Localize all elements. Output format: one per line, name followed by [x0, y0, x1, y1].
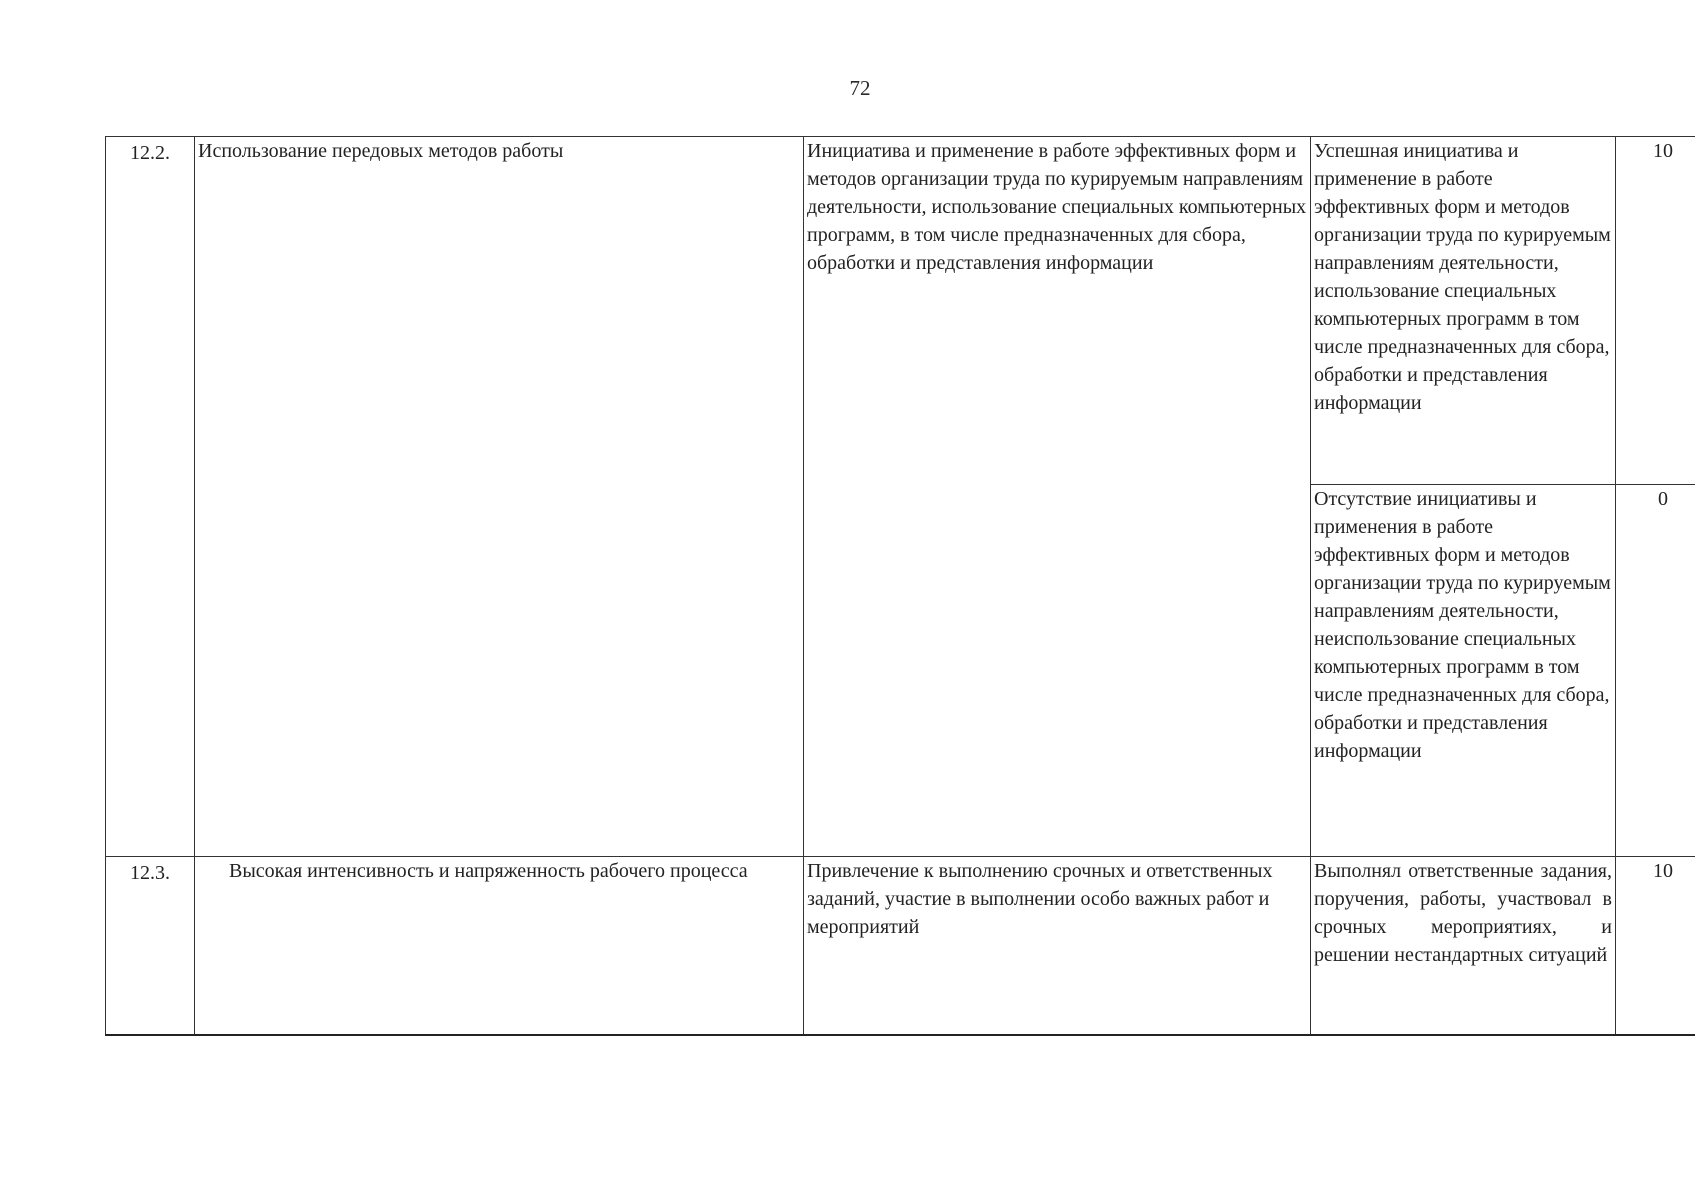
table-row-12-2	[106, 137, 1695, 485]
criterion-score: 10	[1616, 137, 1695, 485]
table-row-12-3	[106, 857, 1695, 1035]
indicator-name: Высокая интенсивность и напряженность рабочего процесса	[195, 857, 804, 1035]
criterion-text: Выполнял ответственные задания, поручения, работы, участвовал в срочных мероприятиях, и решении нестандартных ситуаций	[1311, 857, 1616, 1035]
criterion-score: 0	[1616, 485, 1695, 857]
indicator-description: Инициатива и применение в работе эффективных форм и методов организации труда по курируемым направлениям деятельности, использование специальных компьютерных программ, в том числе предназначенных для сбора, обработки и представления информации	[804, 137, 1311, 857]
indicator-name: Использование передовых методов работы	[195, 137, 804, 857]
row-number: 12.3.	[106, 857, 195, 1035]
row-number: 12.2.	[106, 137, 195, 857]
criterion-text: Успешная инициатива и применение в работе эффективных форм и методов организации труда по курируемым направлениям деятельности, использование специальных компьютерных программ в том числе предназначенных для сбора, обработки и представления информации	[1311, 137, 1616, 485]
criteria-table	[105, 136, 1695, 1036]
criterion-score: 10	[1616, 857, 1695, 1035]
criterion-text: Отсутствие инициативы и применения в работе эффективных форм и методов организации труда по курируемым направлениям деятельности, неиспользование специальных компьютерных программ в том числе предназначенных для сбора, обработки и представления информации	[1311, 485, 1616, 857]
page-number: 72	[849, 76, 871, 100]
indicator-description: Привлечение к выполнению срочных и ответственных заданий, участие в выполнении особо важных работ и мероприятий	[804, 857, 1311, 1035]
